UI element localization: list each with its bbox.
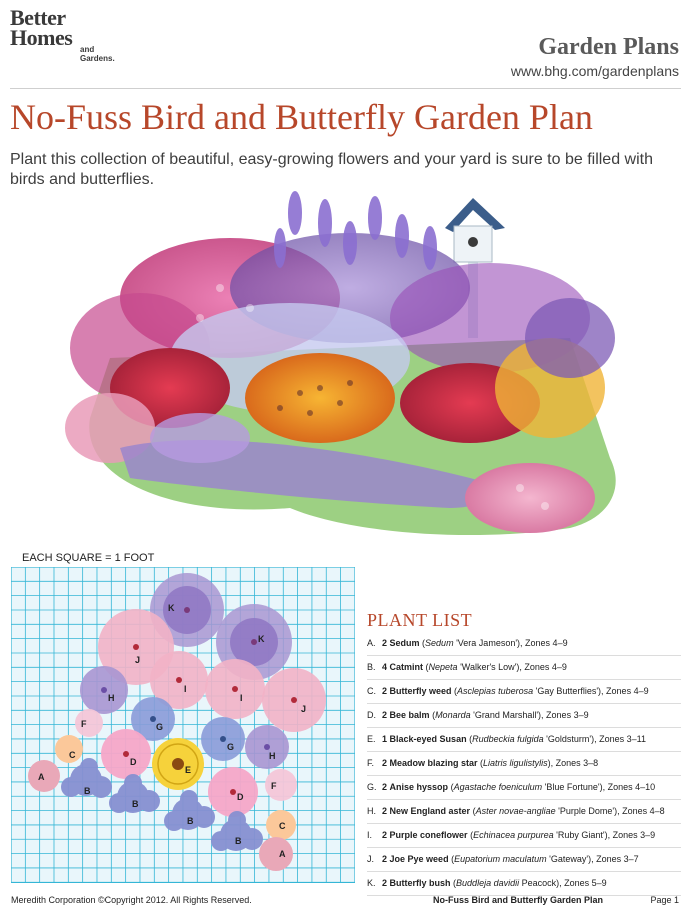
plant-letter: B. [367, 662, 376, 672]
footer-doc-title: No-Fuss Bird and Butterfly Garden Plan [433, 895, 604, 905]
planting-plan-grid [11, 567, 355, 883]
plant-count: 2 [382, 710, 388, 720]
plant-cultivar-zones: 'Gay Butterflies'), Zones 4–9 [533, 686, 649, 696]
plant-paren: ( [448, 854, 455, 864]
plant-count: 2 [382, 854, 388, 864]
plant-letter: I. [367, 830, 373, 840]
plan-letter-d-left: D [130, 757, 137, 767]
plant-d-right [208, 767, 258, 817]
plant-cultivar-zones: 'Ruby Giant'), Zones 3–9 [553, 830, 656, 840]
plant-paren: ( [429, 710, 436, 720]
plan-letter-c-left: C [69, 750, 76, 760]
plant-scientific-name: Eupatorium maculatum [454, 854, 547, 864]
plant-list-item [367, 656, 681, 680]
plan-letter-g-right: G [227, 742, 235, 752]
plant-letter: A. [367, 638, 376, 648]
plant-list-item [367, 848, 681, 872]
brand-line-3: and Gardens. [80, 45, 115, 63]
plant-count: 2 [382, 638, 388, 648]
plan-letter-f-left: F [81, 719, 87, 729]
plan-letter-j-right: J [301, 704, 307, 714]
plant-list-item [367, 632, 681, 656]
plant-name: Joe Pye weed [389, 854, 449, 864]
footer-page-number: Page 1 [650, 895, 679, 905]
plant-name: Black-eyed Susan [389, 734, 467, 744]
plant-name: Catmint [389, 662, 424, 672]
plant-scientific-name: Aster novae-angliae [475, 806, 556, 816]
plan-letter-h-left: H [108, 693, 115, 703]
plan-letter-f-right: F [271, 781, 277, 791]
plant-list-item [367, 728, 681, 752]
plant-scientific-name: Buddleja davidii [456, 878, 520, 888]
plant-cultivar-zones: 'Blue Fortune'), Zones 4–10 [542, 782, 656, 792]
plant-name: Sedum [389, 638, 420, 648]
garden-illustration [50, 188, 630, 548]
plant-letter: C. [367, 686, 376, 696]
plant-list-item [367, 776, 681, 800]
plant-paren: ( [450, 878, 457, 888]
plan-letter-e: E [185, 765, 192, 775]
intro-text: Plant this collection of beautiful, easy-growing flowers and your yard is sure to be filled with birds and butterflies. [10, 151, 653, 188]
brand-line-1: Better [10, 5, 66, 30]
plant-name: Bee balm [389, 710, 430, 720]
plan-letter-b-3: B [187, 816, 194, 826]
section-title: Garden Plans [538, 34, 679, 60]
plant-h-right [245, 725, 289, 769]
brand-line-2: Homes [10, 25, 73, 50]
plant-f-left [75, 709, 103, 737]
plan-letter-k-upper: K [168, 603, 175, 613]
plan-letter-i-right: I [240, 693, 243, 703]
plant-paren: ( [477, 758, 484, 768]
plant-cultivar-zones: 'Grand Marshall'), Zones 3–9 [470, 710, 589, 720]
plant-e [152, 738, 204, 790]
plant-scientific-name: Echinacea purpurea [473, 830, 554, 840]
plant-paren: ( [470, 806, 476, 816]
plant-scientific-name: Monarda [435, 710, 471, 720]
plant-letter: D. [367, 710, 376, 720]
plant-letter: E. [367, 734, 376, 744]
brand-logo [10, 5, 115, 63]
plant-letter: F. [367, 758, 375, 768]
plant-d-left [101, 729, 151, 779]
plant-letter: G. [367, 782, 377, 792]
plant-count: 2 [382, 686, 388, 696]
plant-paren: ( [466, 734, 473, 744]
plant-letter: K. [367, 878, 376, 888]
plant-scientific-name: Rudbeckia fulgida [472, 734, 544, 744]
plant-letter: H. [367, 806, 376, 816]
plant-list [367, 632, 681, 896]
plant-count: 2 [382, 758, 388, 768]
plan-letter-b-4: B [235, 836, 242, 846]
plant-g-right [201, 717, 245, 761]
plant-name: Butterfly bush [389, 878, 451, 888]
plant-list-item [367, 824, 681, 848]
plant-scientific-name: Agastache foeniculum [453, 782, 543, 792]
plant-cultivar-zones: 'Goldsturm'), Zones 3–11 [543, 734, 646, 744]
plant-cultivar-zones: 'Vera Jameson'), Zones 4–9 [453, 638, 568, 648]
plant-scientific-name: Nepeta [428, 662, 458, 672]
plant-paren: ( [448, 782, 454, 792]
plant-paren: ( [467, 830, 474, 840]
plant-cultivar-zones: 'Gateway'), Zones 3–7 [546, 854, 639, 864]
plan-letter-a-right: A [279, 849, 286, 859]
plant-paren: ( [451, 686, 458, 696]
page-title: No-Fuss Bird and Butterfly Garden Plan [10, 97, 593, 137]
plant-scientific-name: Asclepias tuberosa [457, 686, 534, 696]
plan-letter-c-right: C [279, 821, 286, 831]
plant-count: 4 [382, 662, 388, 672]
plant-list-item [367, 752, 681, 776]
plant-scientific-name: Liatris ligulistylis [483, 758, 548, 768]
plant-h-left [80, 666, 128, 714]
plant-count: 2 [382, 782, 388, 792]
plant-name: Meadow blazing star [389, 758, 478, 768]
plant-cultivar-zones: 'Purple Dome'), Zones 4–8 [555, 806, 665, 816]
scale-note: EACH SQUARE = 1 FOOT [22, 552, 155, 564]
plan-letter-j-left: J [135, 655, 141, 665]
plant-cultivar-zones: ), Zones 3–8 [547, 758, 599, 768]
plant-j-right [262, 668, 326, 732]
plan-letter-a-left: A [38, 772, 45, 782]
footer-copyright: Meredith Corporation ©Copyright 2012. All Rights Reserved. [11, 895, 252, 905]
plant-letter: J. [367, 854, 375, 864]
plan-letter-g-left: G [156, 722, 164, 732]
plant-count: 2 [382, 830, 388, 840]
plant-paren: ( [423, 662, 429, 672]
plant-list-title: PLANT LIST [367, 610, 473, 630]
plan-letter-b-2: B [132, 799, 139, 809]
plant-name: New England aster [389, 806, 471, 816]
plant-count: 1 [382, 734, 388, 744]
plan-letter-b-1: B [84, 786, 91, 796]
plant-name: Purple coneflower [389, 830, 468, 840]
site-url-link[interactable]: www.bhg.com/gardenplans [510, 63, 679, 79]
header-divider [10, 88, 681, 89]
plant-list-item [367, 800, 681, 824]
plan-letter-k-right: K [258, 634, 265, 644]
plant-list-item [367, 680, 681, 704]
plan-letter-i-left: I [184, 684, 187, 694]
plant-paren: ( [419, 638, 426, 648]
plan-letter-d-right: D [237, 792, 244, 802]
plant-f-right [265, 769, 297, 801]
plant-cultivar-zones: Peacock), Zones 5–9 [519, 878, 607, 888]
plant-count: 2 [382, 806, 388, 816]
plant-scientific-name: Sedum [425, 638, 454, 648]
plant-a-right [259, 837, 293, 871]
plan-letter-h-right: H [269, 751, 276, 761]
plant-name: Anise hyssop [389, 782, 449, 792]
plant-cultivar-zones: 'Walker's Low'), Zones 4–9 [457, 662, 567, 672]
plant-i-right [205, 659, 265, 719]
plant-name: Butterfly weed [389, 686, 452, 696]
plant-list-item [367, 704, 681, 728]
plant-count: 2 [382, 878, 388, 888]
plant-list-item [367, 872, 681, 896]
